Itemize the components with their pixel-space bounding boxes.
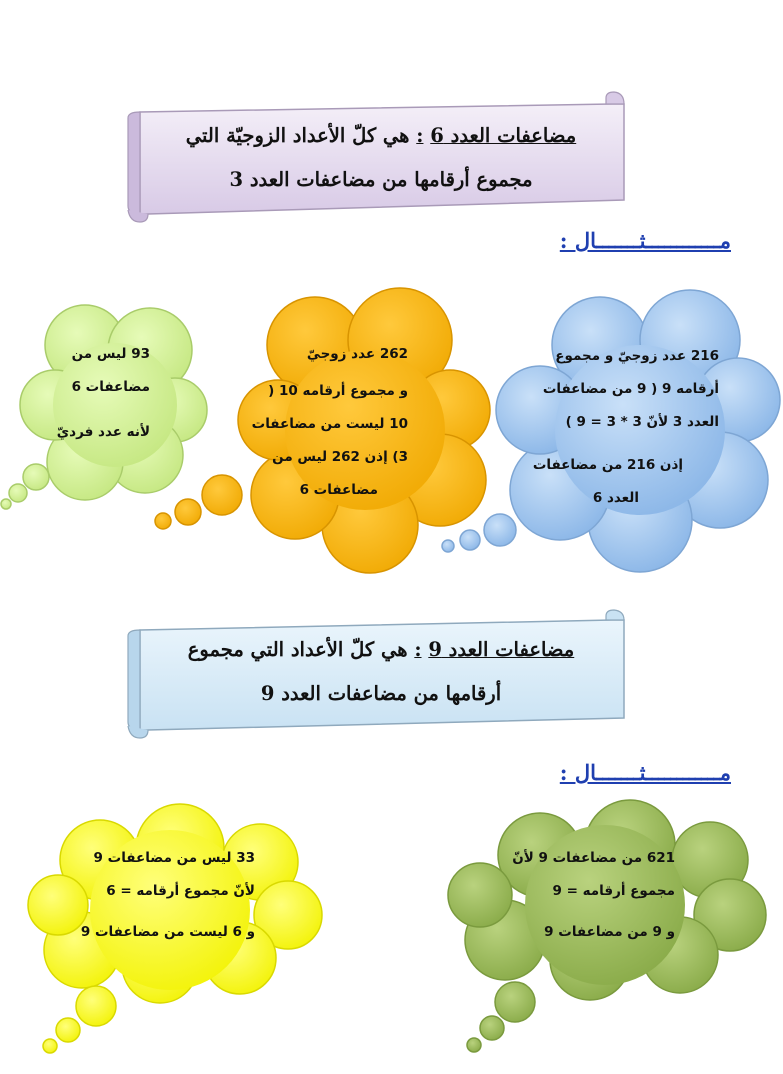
cloud-blue-text	[509, 340, 719, 515]
cloud-yellow-line: و 6 ليست من مضاعفات 9	[80, 924, 255, 940]
cloud-green-line: 93 ليس من	[71, 346, 150, 362]
definition-9-text: هي كلّ الأعداد التي مجموع	[187, 638, 408, 661]
colon: :	[416, 124, 424, 147]
cloud-olive-line: 621 من مضاعفات 9 لأنّ	[512, 850, 675, 866]
definition-9-line2: أرقامها من مضاعفات العدد 9	[260, 682, 502, 705]
cloud-yellow-line: لأنّ مجموع أرقامه = 6	[106, 883, 255, 899]
colon: :	[414, 638, 422, 661]
cloud-blue-line: أرقامه 9 ( 9 من مضاعفات	[542, 381, 719, 397]
cloud-blue-line: 216 عدد زوجيّ و مجموع	[555, 348, 719, 364]
cloud-green-line: لأنه عدد فرديّ	[56, 424, 150, 440]
definition-6	[150, 118, 612, 198]
cloud-orange-line: 3) إذن 262 ليس من	[272, 449, 408, 465]
cloud-green-text	[30, 338, 150, 449]
term-multiples-9: مضاعفات العدد 9	[428, 638, 575, 661]
term-multiples-6: مضاعفات العدد 6	[430, 124, 577, 147]
example-label-6: مــــــــــــثـــــــال :	[559, 228, 731, 253]
cloud-yellow-text	[55, 842, 255, 949]
cloud-olive-line: و 9 من مضاعفات 9	[544, 924, 675, 940]
definition-6-text: هي كلّ الأعداد الزوجيّة التي	[185, 124, 410, 147]
example-label-9: مــــــــــــثـــــــال :	[559, 760, 731, 785]
cloud-orange-line: و مجموع أرقامه 10 (	[268, 383, 408, 399]
cloud-orange-text	[243, 338, 408, 507]
cloud-blue-line: العدد 3 لأنّ 3 * 3 = 9 )	[565, 414, 719, 430]
cloud-orange-line: مضاعفات 6	[299, 482, 378, 498]
cloud-olive-text	[465, 842, 675, 949]
cloud-yellow-line: 33 ليس من مضاعفات 9	[93, 850, 255, 866]
cloud-blue-line: إذن 216 من مضاعفات	[532, 457, 683, 473]
cloud-olive-line: مجموع أرقامه = 9	[552, 883, 675, 899]
cloud-blue-line: العدد 6	[592, 490, 639, 506]
cloud-orange-line: 10 ليست من مضاعفات	[251, 416, 408, 432]
cloud-orange-line: 262 عدد زوجيّ	[306, 346, 408, 362]
definition-6-line2: مجموع أرقامها من مضاعفات العدد 3	[229, 168, 533, 191]
definition-9	[150, 632, 612, 712]
cloud-green-line: مضاعفات 6	[71, 379, 150, 395]
